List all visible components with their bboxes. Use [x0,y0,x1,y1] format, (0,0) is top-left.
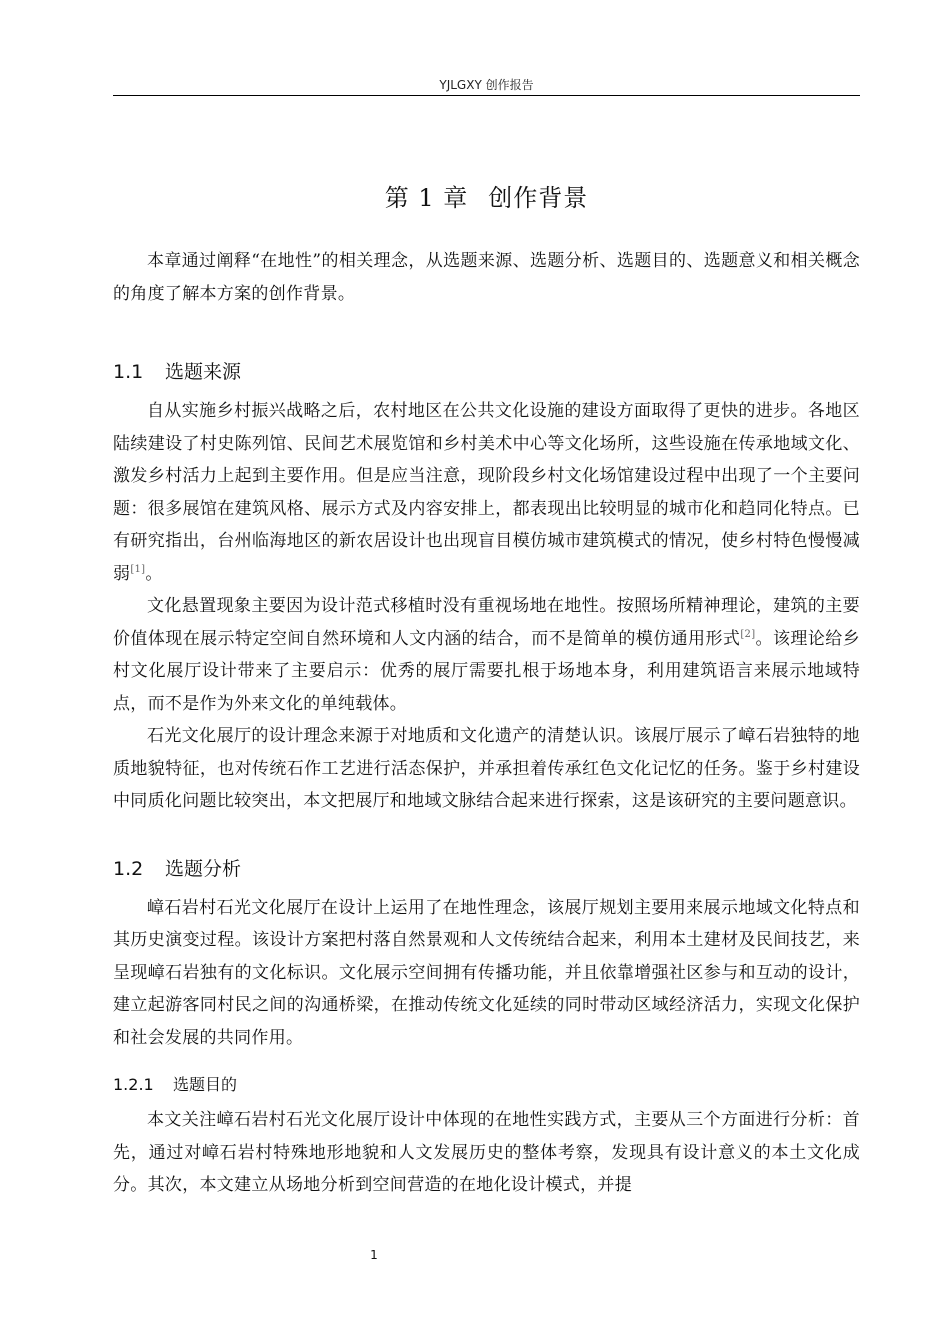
chapter-number: 第 1 章 [384,184,469,212]
section-heading-1-1 [113,355,860,389]
running-header: YJLGXY 创作报告 [439,78,534,92]
header-rule [113,95,860,96]
section-title: 选题来源 [165,361,242,383]
section-number: 1.2 [113,857,144,880]
chapter-title [113,178,860,213]
section-heading-1-2 [113,852,860,886]
section-title: 选题分析 [165,857,242,880]
paragraph: 石光文化展厅的设计理念来源于对地质和文化遗产的清楚认识。该展厅展示了嶂石岩独特的地质地貌特征，也对传统石作工艺进行活态保护，并承担着传承红色文化记忆的任务。鉴于乡村建设中同质化问题比较突出，本文把展厅和地域文脉结合起来进行探索，这是该研究的主要问题意识。 [113,726,860,811]
section-number: 1.1 [113,361,144,383]
section-heading-1-2-1 [113,1070,860,1100]
paragraph: 文化悬置现象主要因为设计范式移植时没有重视场地在地性。按照场所精神理论，建筑的主要价值体现在展示特定空间自然环境和人文内涵的结合，而不是简单的模仿通用形式[2]。该理论给乡村文化展厅设计带来了主要启示：优秀的展厅需要扎根于场地本身，利用建筑语言来展示地域特点，而不是作为外来文化的单纯载体。 [113,596,860,714]
page-number: 1 [370,1248,378,1262]
paragraph: 本文关注嶂石岩村石光文化展厅设计中体现的在地性实践方式，主要从三个方面进行分析：首先，通过对嶂石岩村特殊地形地貌和人文发展历史的整体考察，发现具有设计意义的本土文化成分。其次，本文建立从场地分析到空间营造的在地化设计模式，并提 [113,1110,860,1195]
citation[interactable]: [1] [130,563,146,575]
section-title: 选题目的 [173,1075,238,1094]
body-content [113,245,860,1202]
chapter-name: 创作背景 [488,184,589,212]
paragraph: 自从实施乡村振兴战略之后，农村地区在公共文化设施的建设方面取得了更快的进步。各地区陆续建设了村史陈列馆、民间艺术展览馆和乡村美术中心等文化场所，这些设施在传承地域文化、激发乡村活力上起到主要作用。但是应当注意，现阶段乡村文化场馆建设过程中出现了一个主要问题：很多展馆在建筑风格、展示方式及内容安排上，都表现出比较明显的城市化和趋同化特点。已有研究指出，台州临海地区的新农居设计也出现盲目模仿城市建筑模式的情况，使乡村特色慢慢减弱[1]。 [113,401,860,584]
citation[interactable]: [2] [740,628,756,640]
paragraph: 嶂石岩村石光文化展厅在设计上运用了在地性理念，该展厅规划主要用来展示地域文化特点和其历史演变过程。该设计方案把村落自然景观和人文传统结合起来，利用本土建材及民间技艺，来呈现嶂石岩独有的文化标识。文化展示空间拥有传播功能，并且依靠增强社区参与和互动的设计，建立起游客同村民之间的沟通桥梁，在推动传统文化延续的同时带动区域经济活力，实现文化保护和社会发展的共同作用。 [113,897,860,1048]
chapter-intro: 本章通过阐释“在地性”的相关理念，从选题来源、选题分析、选题目的、选题意义和相关概念的角度了解本方案的创作背景。 [113,251,860,304]
section-number: 1.2.1 [113,1075,154,1094]
